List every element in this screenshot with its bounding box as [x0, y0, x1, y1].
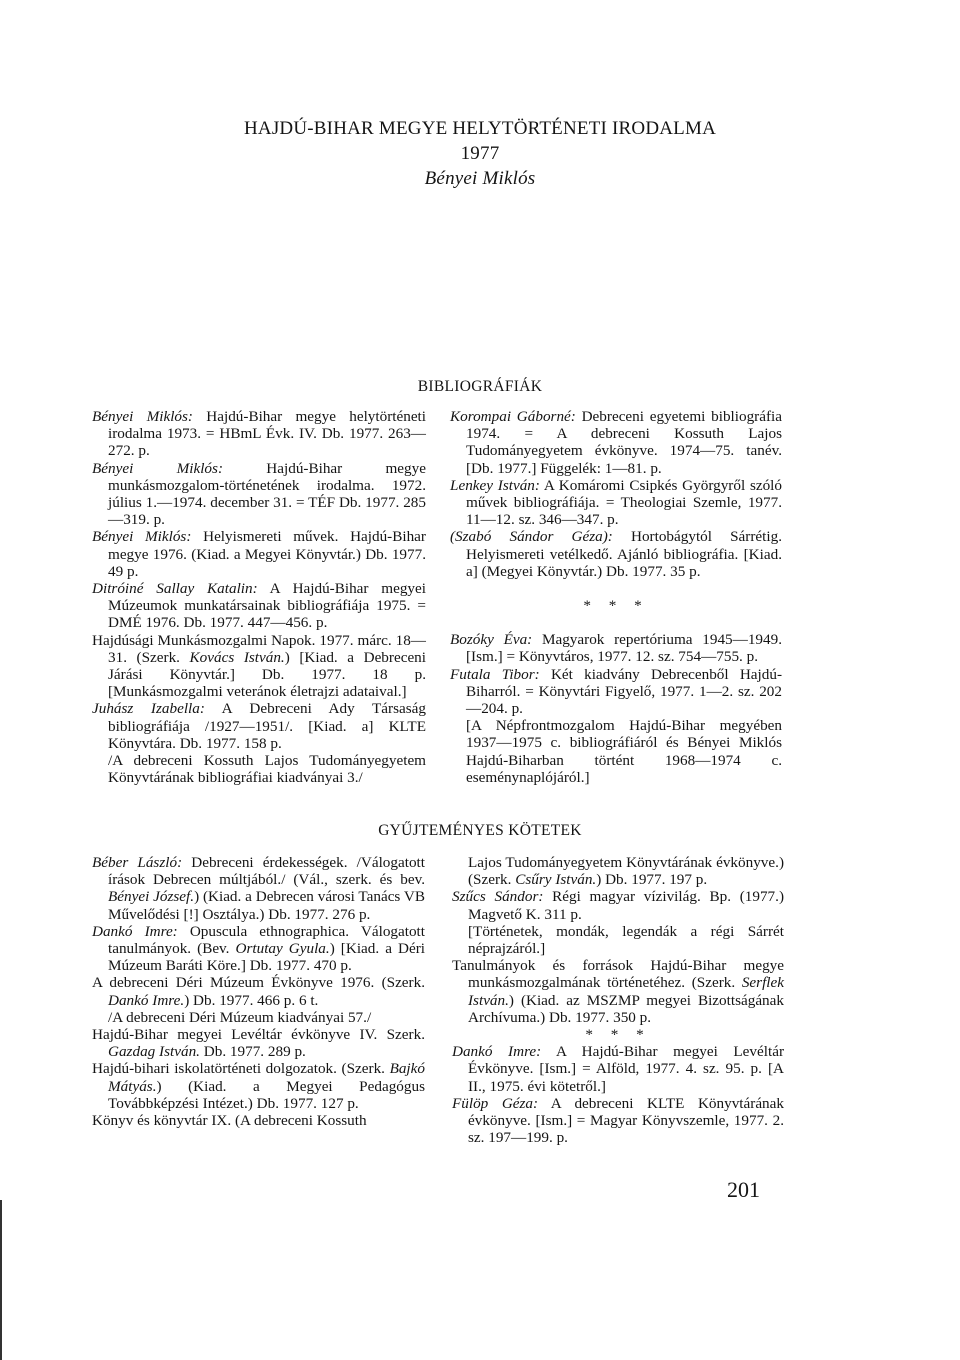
- separator-stars: * * *: [583, 597, 649, 615]
- collection-entry: Dankó Imre: Opuscula ethnographica. Válogatott tanulmányok. (Bev. Ortutay Gyula.) [Kiad. a Déri Múzeum Baráti Köre.] Db. 1977. 470 p.: [92, 922, 425, 975]
- collection-entry-note: [Történetek, mondák, legendák a régi Sárrét néprajzáról.]: [468, 922, 784, 958]
- bib-entry-note: /A debreceni Kossuth Lajos Tudományegyetem Könyvtárának bibliográfiai kiadványai 3./: [108, 752, 426, 787]
- bib-entry: Ditróiné Sallay Katalin: A Hajdú-Bihar megyei Múzeumok munkatársainak bibliográfiája 1975. = DMÉ 1976. Db. 1977. 447—456. p.: [92, 580, 426, 632]
- page-number: 201: [727, 1177, 760, 1202]
- bib-entry: Bozóky Éva: Magyarok repertóriuma 1945—1949. [Ism.] = Könyvtáros, 1977. 12. sz. 754—755. p.: [450, 631, 782, 666]
- collection-entry-continued: Lajos Tudományegyetem Könyvtárának évkönyve.) (Szerk. Csűry István.) Db. 1977. 197 p.: [468, 854, 784, 889]
- bib-entry-note: [A Népfrontmozgalom Hajdú-Bihar megyében 1937—1975 c. bibliográfiáról és Bényei Miklós Hajdú-Biharban történt 1968—1974 c. eseménynaplójáról.]: [466, 717, 782, 786]
- collection-entry-note: /A debreceni Déri Múzeum kiadványai 57./: [108, 1008, 372, 1026]
- bib-entry: Bényei Miklós: Hajdú-Bihar megye helytörténeti irodalma 1973. = HBmL Évk. IV. Db. 1977. 263—272. p.: [92, 408, 426, 460]
- collection-entry: Könyv és könyvtár IX. (A debreceni Kossuth: [92, 1112, 367, 1130]
- collections-left-column: [92, 854, 425, 1129]
- bib-entry: Futala Tibor: Két kiadvány Debrecenből Hajdú-Biharról. = Könyvtári Figyelő, 1977. 1—2. sz. 202—204. p.: [450, 665, 782, 718]
- bib-entry: Juhász Izabella: A Debreceni Ady Társaság bibliográfiája /1927—1951/. [Kiad. a] KLTE Könyvtára. Db. 1977. 158 p.: [92, 700, 426, 752]
- bib-entry: Korompai Gáborné: Debreceni egyetemi bibliográfia 1974. = A debreceni Kossuth Lajos Tudományegyetem évkönyve. 1974—75. tanév. [Db. 1977.] Függelék: 1—81. p.: [450, 408, 782, 477]
- page-title: HAJDÚ-BIHAR MEGYE HELYTÖRTÉNETI IRODALMA: [244, 118, 716, 139]
- bibliographies-right-column: [450, 408, 782, 786]
- collection-entry: A debreceni Déri Múzeum Évkönyve 1976. (Szerk. Dankó Imre.) Db. 1977. 466 p. 6 t.: [92, 974, 425, 1009]
- collection-entry: Hajdú-Bihar megyei Levéltár évkönyve IV. Szerk. Gazdag István. Db. 1977. 289 p.: [92, 1026, 425, 1061]
- collection-entry: Tanulmányok és források Hajdú-Bihar megye munkásmozgalmának történetéhez. (Szerk. Serflek István.) (Kiad. az MSZMP megyei Bizottságának Archívuma.) Db. 1977. 350 p.: [452, 957, 784, 1026]
- collection-entry: Dankó Imre: A Hajdú-Bihar megyei Levéltár Évkönyve. [Ism.] = Alföld, 1977. 4. sz. 95. p. [A II., 1975. évi kötetről.]: [452, 1043, 784, 1095]
- page-author: Bényei Miklós: [424, 168, 536, 189]
- section-heading-collections: GYŰJTEMÉNYES KÖTETEK: [378, 822, 582, 839]
- bib-entry: Bényei Miklós: Helyismereti művek. Hajdú-Bihar megye 1976. (Kiad. a Megyei Könyvtár.) Db. 1977. 49 p.: [92, 528, 426, 580]
- page-year: 1977: [460, 143, 500, 164]
- collection-entry: Szűcs Sándor: Régi magyar vízivilág. Bp. (1977.) Magvető K. 311 p.: [452, 888, 784, 923]
- separator-stars: * * *: [585, 1026, 651, 1044]
- scan-edge-mark: [0, 1200, 2, 1360]
- section-heading-bibliographies: BIBLIOGRÁFIÁK: [417, 378, 543, 395]
- bib-entry: Hajdúsági Munkásmozgalmi Napok. 1977. márc. 18—31. (Szerk. Kovács István.) [Kiad. a Debreceni Járási Könyvtár.] Db. 1977. 18 p. [Munkásmozgalmi veteránok életrajzi adataival.]: [92, 631, 426, 701]
- collection-entry: Hajdú-bihari iskolatörténeti dolgozatok. (Szerk. Bajkó Mátyás.) (Kiad. a Megyei Pedagógus Továbbképzési Intézet.) Db. 1977. 127 p.: [92, 1060, 425, 1112]
- collection-entry: Béber László: Debreceni érdekességek. /Válogatott írások Debrecen múltjából./ (Vál., szerk. és bev. Bényei József.) (Kiad. a Debrecen városi Tanács VB Művelődési [!] Osztálya.) Db. 1977. 276 p.: [92, 854, 425, 923]
- bibliographies-left-column: [92, 408, 426, 786]
- bib-entry: (Szabó Sándor Géza): Hortobágytól Sárrétig. Helyismereti vetélkedő. Ajánló bibliográfia. [Kiad. a] (Megyei Könyvtár.) Db. 1977. 35 p.: [450, 528, 782, 580]
- collection-entry: Fülöp Géza: A debreceni KLTE Könyvtárának évkönyve. [Ism.] = Magyar Könyvszemle, 1977. 2. sz. 197—199. p.: [452, 1094, 784, 1147]
- collections-right-column: [452, 854, 784, 1146]
- bib-entry: Lenkey István: A Komáromi Csipkés Györgyről szóló művek bibliográfiája. = Theologiai Szemle, 1977. 11—12. sz. 346—347. p.: [450, 476, 782, 529]
- bib-entry: Bényei Miklós: Hajdú-Bihar megye munkásmozgalom-történetének irodalma. 1972. július 1.—1974. december 31. = TÉF Db. 1977. 285—319. p.: [92, 459, 426, 529]
